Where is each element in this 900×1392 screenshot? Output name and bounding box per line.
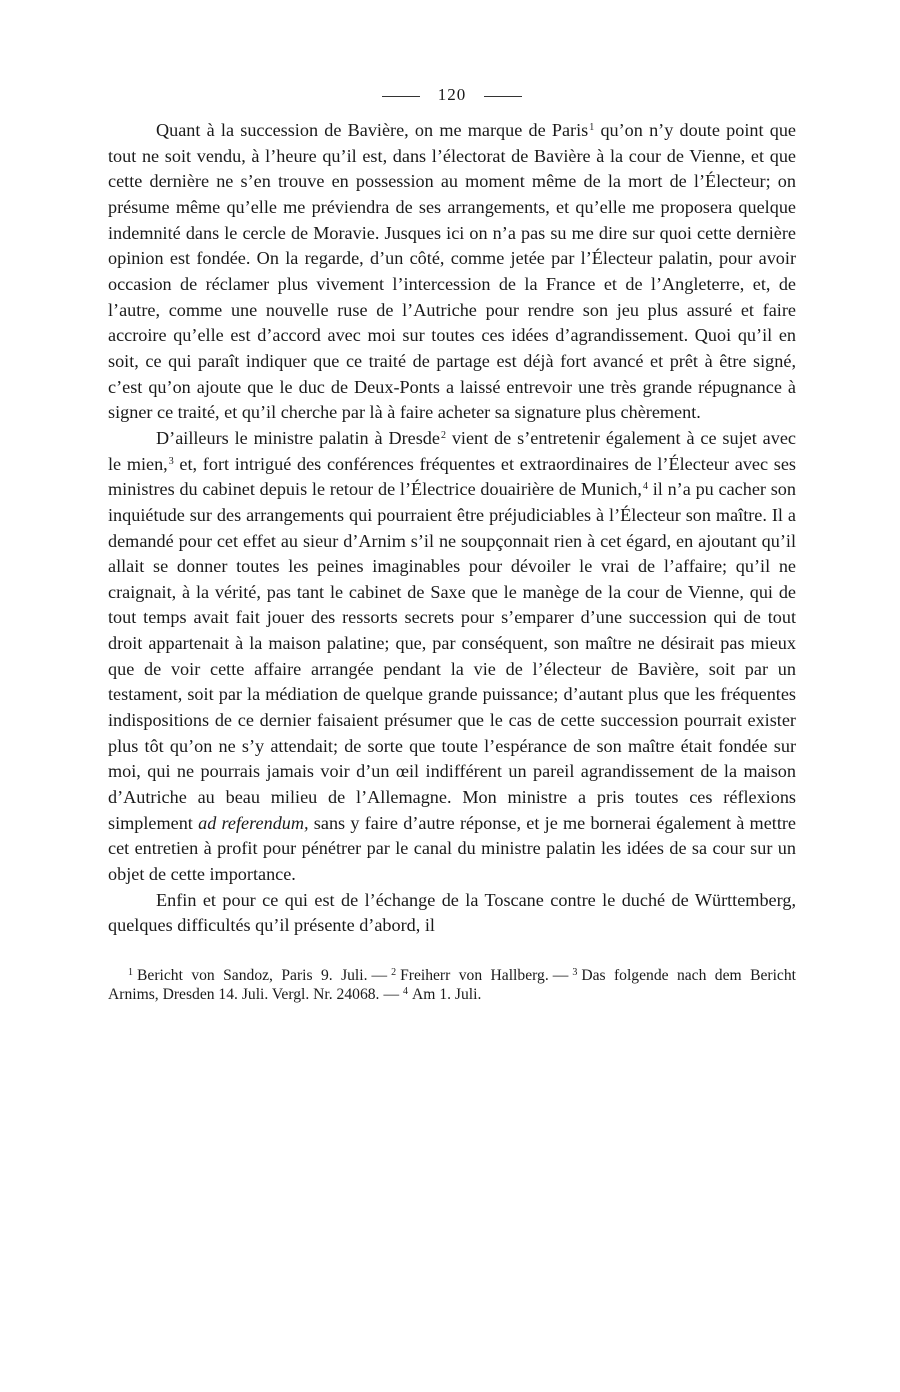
text-segment: Enfin et pour ce qui est de l’échange de la Toscane contre le duché de Württemberg, quelques difficultés qu’il présente d’abord, il (108, 889, 796, 936)
text-segment: sans y faire d’autre réponse, et je me bornerai également à mettre cet entretien à profit pour pénétrer par le canal du ministre palatin les idées de sa cour sur un objet de cette importance. (108, 812, 797, 885)
footnote-ref-4: 4 (642, 481, 648, 493)
footnote-text-2: Freiherr von Hallberg. (400, 967, 549, 984)
header-dash-left (382, 96, 420, 97)
text-segment: et, fort intrigué des conférences fréquentes et extraordinaires de l’Électeur avec ses ministres du cabinet depuis le retour de l’Électrice douairière de Munich, (108, 453, 796, 500)
paragraph-1 (108, 118, 796, 426)
page-header (108, 84, 796, 106)
text-segment: D’ailleurs le ministre palatin à Dresde (156, 427, 440, 448)
footnote-text-1: Bericht von Sandoz, Paris 9. Juli. (137, 967, 368, 984)
footnote-ref-3: 3 (168, 455, 174, 467)
footnote-mark-3: 3 (572, 967, 578, 978)
footnote-text-4: Am 1. Juli. (412, 986, 482, 1003)
footnotes-block (108, 966, 796, 1004)
footnote-separator: — (552, 967, 569, 984)
header-dash-right (484, 96, 522, 97)
body-text (108, 118, 796, 939)
text-segment: il n’a pu cacher son inquiétude sur des arrangements qui pourraient être préjudiciables à l’Électeur son maître. Il a demandé pour cet effet au sieur d’Arnim s’il ne soupçonnait rien à cet égard, en ajoutant qu’il allait se donner toutes les peines imaginables pour dévoiler le vrai de l’affaire; qu’il ne craignait, à la vérité, pas tant le cabinet de Saxe que le manège de la cour de Vienne, qui de tout temps avait fait jouer des ressorts secrets pour s’emparer d’une succession qui de tout droit appartenait à la maison palatine; que, par conséquent, son maître ne désirait pas mieux que de voir cette affaire arrangée pendant la vie de l’électeur de Bavière, soit par un testament, soit par la médiation de quelque grande puissance; d’autant plus que les fréquentes indispositions de ce dernier faisaient présumer que le cas de cette succession pourrait exister plus tôt qu’on ne s’y attendait; de sorte que toute l’espérance de son maître était fondée sur moi, qui ne pourrais jamais voir d’un œil indifférent un pareil agrandissement de la maison d’Autriche au beau milieu de l’Allemagne. Mon ministre a pris toutes ces réflexions simplement (108, 479, 796, 833)
paragraph-2 (108, 426, 796, 888)
footnotes (108, 966, 796, 1004)
footnote-separator: — (371, 967, 388, 984)
text-segment: vient de s’entretenir également à ce sujet avec le mien, (108, 427, 796, 474)
paragraph-3 (108, 888, 796, 939)
text-segment: qu’on n’y doute point que tout ne soit vendu, à l’heure qu’il est, dans l’électorat de Bavière à la cour de Vienne, et que cette dernière ne s’en trouve en possession au moment même de la mort de l’Électeur; on présume même qu’elle me préviendra de ses arrangements, et qu’elle me proposera quelque indemnité dans le cercle de Moravie. Jusques ici on n’a pas su me dire sur quoi cette dernière opinion est fondée. On la regarde, d’un côté, comme jetée par l’Électeur palatin, pour avoir occasion de réclamer plus vivement l’intercession de la France et de l’Angleterre, et, de l’autre, comme une nouvelle ruse de l’Autriche pour rendre son jeu plus assuré et faire accroire qu’elle est d’accord avec moi sur toutes ces idées d’agrandissement. Quoi qu’il en soit, ce qui paraît indiquer que ce traité de partage est déjà fort avancé et prêt à être signé, c’est qu’on ajoute que le duc de Deux-Ponts a laissé entrevoir une très grande répugnance à signer ce traité, et qu’il cherche par là à faire acheter sa signature plus chèrement. (108, 120, 796, 423)
italic-phrase: ad referendum, (198, 812, 309, 833)
page-number: 120 (437, 85, 467, 104)
footnote-ref-2: 2 (440, 429, 446, 441)
text-segment: Quant à la succession de Bavière, on me marque de Paris (156, 120, 589, 140)
footnote-text-3: Das folgende nach dem Bericht Arnims, Dresden 14. Juli. Vergl. Nr. 24068. (108, 967, 796, 1003)
footnote-ref-1: 1 (589, 122, 595, 133)
footnote-mark-4: 4 (403, 986, 409, 997)
book-page (108, 84, 796, 1004)
footnote-separator: — (383, 986, 400, 1003)
footnote-mark-2: 2 (391, 967, 397, 978)
footnote-mark-1: 1 (128, 967, 133, 978)
